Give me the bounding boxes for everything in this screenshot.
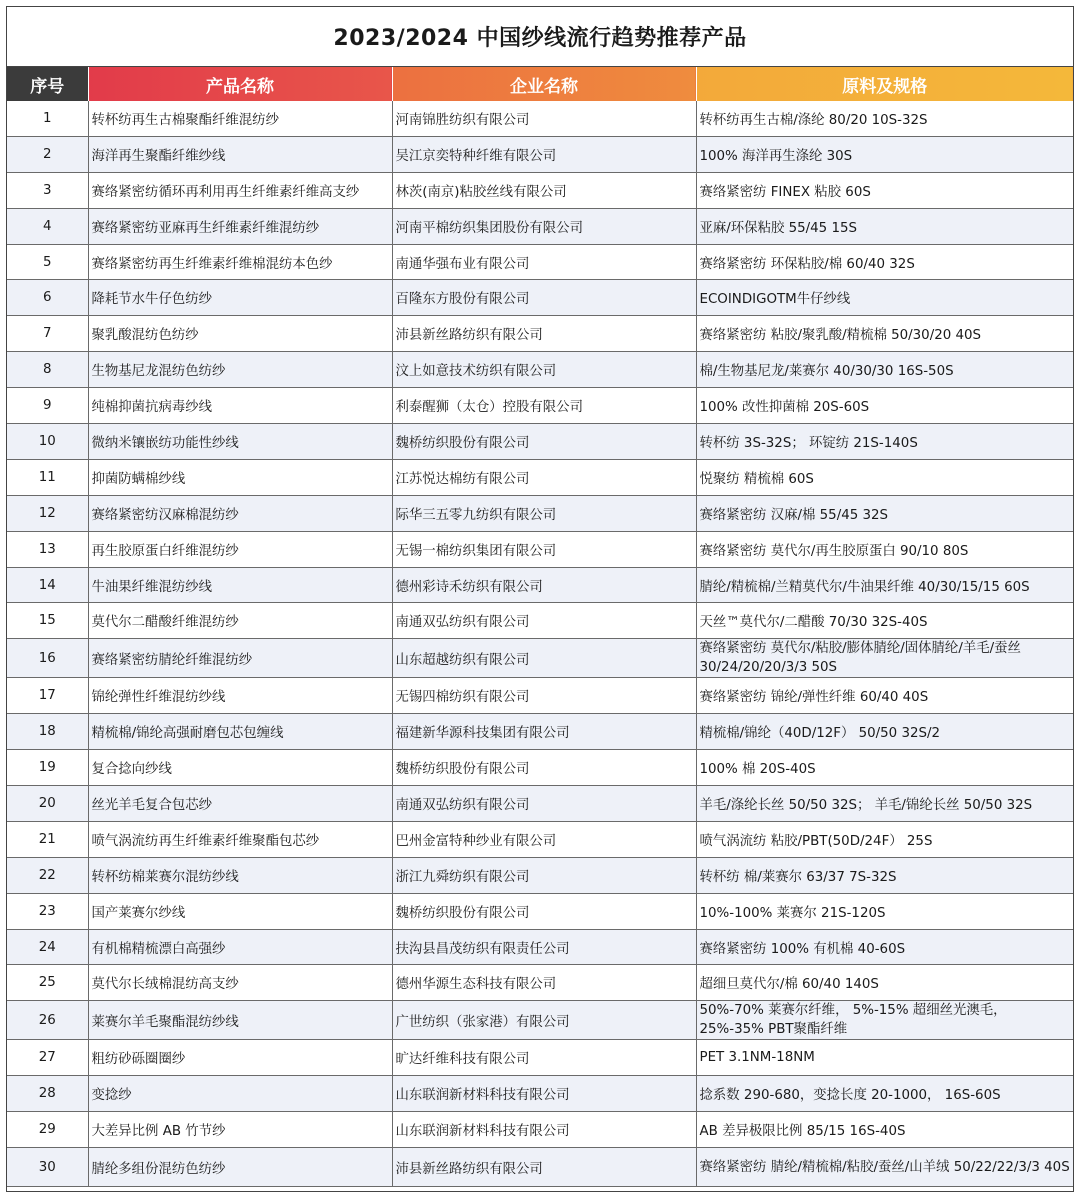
row-index: 16 <box>7 639 88 678</box>
row-index: 14 <box>7 567 88 603</box>
material-spec-cell: 赛络紧密纺 莫代尔/粘胶/膨体腈纶/固体腈纶/羊毛/蚕丝 30/24/20/20/3/3 50S <box>696 639 1073 678</box>
company-name-cell: 魏桥纺织股份有限公司 <box>392 424 696 460</box>
table-row <box>7 821 1073 857</box>
product-name-cell: 赛络紧密纺再生纤维素纤维棉混纺本色纱 <box>88 244 392 280</box>
row-index: 27 <box>7 1040 88 1076</box>
header-index: 序号 <box>7 67 88 101</box>
row-index: 15 <box>7 603 88 639</box>
company-name-cell: 际华三五零九纺织有限公司 <box>392 495 696 531</box>
company-name-cell: 山东联润新材料科技有限公司 <box>392 1112 696 1148</box>
material-spec-cell: 转杯纺 棉/莱赛尔 63/37 7S-32S <box>696 857 1073 893</box>
product-name-cell: 变捻纱 <box>88 1076 392 1112</box>
document-sheet <box>6 6 1074 1192</box>
table-header <box>7 67 1073 101</box>
product-name-cell: 赛络紧密纺循环再利用再生纤维素纤维高支纱 <box>88 172 392 208</box>
company-name-cell: 魏桥纺织股份有限公司 <box>392 750 696 786</box>
product-name-cell: 大差异比例 AB 竹节纱 <box>88 1112 392 1148</box>
material-spec-cell: 天丝™莫代尔/二醋酸 70/30 32S-40S <box>696 603 1073 639</box>
table-row <box>7 965 1073 1001</box>
company-name-cell: 德州彩诗禾纺织有限公司 <box>392 567 696 603</box>
table-row <box>7 678 1073 714</box>
company-name-cell: 浙江九舜纺织有限公司 <box>392 857 696 893</box>
row-index: 9 <box>7 388 88 424</box>
company-name-cell: 汶上如意技术纺织有限公司 <box>392 352 696 388</box>
table-row <box>7 603 1073 639</box>
company-name-cell: 江苏悦达棉纺有限公司 <box>392 459 696 495</box>
material-spec-cell: 100% 改性抑菌棉 20S-60S <box>696 388 1073 424</box>
table-row <box>7 567 1073 603</box>
header-company-name: 企业名称 <box>392 67 696 101</box>
row-index: 7 <box>7 316 88 352</box>
material-spec-cell: 精梳棉/锦纶（40D/12F） 50/50 32S/2 <box>696 714 1073 750</box>
row-index: 20 <box>7 786 88 822</box>
company-name-cell: 扶沟县昌茂纺织有限责任公司 <box>392 929 696 965</box>
table-row <box>7 1076 1073 1112</box>
company-name-cell: 河南平棉纺织集团股份有限公司 <box>392 208 696 244</box>
material-spec-cell: 赛络紧密纺 粘胶/聚乳酸/精梳棉 50/30/20 40S <box>696 316 1073 352</box>
product-name-cell: 精梳棉/锦纶高强耐磨包芯包缠线 <box>88 714 392 750</box>
company-name-cell: 山东联润新材料科技有限公司 <box>392 1076 696 1112</box>
material-spec-cell: 悦聚纺 精梳棉 60S <box>696 459 1073 495</box>
table-row <box>7 136 1073 172</box>
company-name-cell: 广世纺织（张家港）有限公司 <box>392 1001 696 1040</box>
company-name-cell: 德州华源生态科技有限公司 <box>392 965 696 1001</box>
table-row <box>7 101 1073 136</box>
material-spec-cell: 赛络紧密纺 锦纶/弹性纤维 60/40 40S <box>696 678 1073 714</box>
header-row <box>7 67 1073 101</box>
table-row <box>7 424 1073 460</box>
company-name-cell: 魏桥纺织股份有限公司 <box>392 893 696 929</box>
material-spec-cell: 转杯纺再生古棉/涤纶 80/20 10S-32S <box>696 101 1073 136</box>
table-row <box>7 459 1073 495</box>
row-index: 25 <box>7 965 88 1001</box>
company-name-cell: 百隆东方股份有限公司 <box>392 280 696 316</box>
table-row <box>7 531 1073 567</box>
material-spec-cell: 50%-70% 莱赛尔纤维， 5%-15% 超细丝光澳毛， 25%-35% PBT聚酯纤维 <box>696 1001 1073 1040</box>
company-name-cell: 南通双弘纺织有限公司 <box>392 603 696 639</box>
table-row <box>7 316 1073 352</box>
material-spec-cell: 羊毛/涤纶长丝 50/50 32S； 羊毛/锦纶长丝 50/50 32S <box>696 786 1073 822</box>
product-name-cell: 牛油果纤维混纺纱线 <box>88 567 392 603</box>
material-spec-cell: 棉/生物基尼龙/莱赛尔 40/30/30 16S-50S <box>696 352 1073 388</box>
product-name-cell: 赛络紧密纺汉麻棉混纺纱 <box>88 495 392 531</box>
material-spec-cell: PET 3.1NM-18NM <box>696 1040 1073 1076</box>
company-name-cell: 河南锦胜纺织有限公司 <box>392 101 696 136</box>
product-name-cell: 喷气涡流纺再生纤维素纤维聚酯包芯纱 <box>88 821 392 857</box>
table-row <box>7 1001 1073 1040</box>
row-index: 11 <box>7 459 88 495</box>
header-material-spec: 原料及规格 <box>696 67 1073 101</box>
company-name-cell: 吴江京奕特种纤维有限公司 <box>392 136 696 172</box>
material-spec-cell: 赛络紧密纺 腈纶/精梳棉/粘胶/蚕丝/山羊绒 50/22/22/3/3 40S <box>696 1148 1073 1187</box>
company-name-cell: 旷达纤维科技有限公司 <box>392 1040 696 1076</box>
company-name-cell: 利泰醒狮（太仓）控股有限公司 <box>392 388 696 424</box>
table-row <box>7 857 1073 893</box>
company-name-cell: 沛县新丝路纺织有限公司 <box>392 316 696 352</box>
product-name-cell: 复合捻向纱线 <box>88 750 392 786</box>
table-row <box>7 1112 1073 1148</box>
material-spec-cell: 100% 棉 20S-40S <box>696 750 1073 786</box>
table-row <box>7 929 1073 965</box>
material-spec-cell: 腈纶/精梳棉/兰精莫代尔/牛油果纤维 40/30/15/15 60S <box>696 567 1073 603</box>
product-name-cell: 莫代尔长绒棉混纺高支纱 <box>88 965 392 1001</box>
table-row <box>7 750 1073 786</box>
company-name-cell: 南通双弘纺织有限公司 <box>392 786 696 822</box>
header-product-name: 产品名称 <box>88 67 392 101</box>
row-index: 3 <box>7 172 88 208</box>
table-row <box>7 172 1073 208</box>
product-name-cell: 粗纺砂砾圈圈纱 <box>88 1040 392 1076</box>
product-name-cell: 转杯纺棉莱赛尔混纺纱线 <box>88 857 392 893</box>
company-name-cell: 无锡四棉纺织有限公司 <box>392 678 696 714</box>
material-spec-cell: 10%-100% 莱赛尔 21S-120S <box>696 893 1073 929</box>
product-name-cell: 转杯纺再生古棉聚酯纤维混纺纱 <box>88 101 392 136</box>
page-title: 2023/2024 中国纱线流行趋势推荐产品 <box>7 7 1073 67</box>
material-spec-cell: 100% 海洋再生涤纶 30S <box>696 136 1073 172</box>
row-index: 30 <box>7 1148 88 1187</box>
table-row <box>7 1148 1073 1187</box>
product-name-cell: 抑菌防螨棉纱线 <box>88 459 392 495</box>
table-row <box>7 352 1073 388</box>
product-name-cell: 纯棉抑菌抗病毒纱线 <box>88 388 392 424</box>
row-index: 22 <box>7 857 88 893</box>
row-index: 17 <box>7 678 88 714</box>
product-name-cell: 海洋再生聚酯纤维纱线 <box>88 136 392 172</box>
material-spec-cell: 赛络紧密纺 汉麻/棉 55/45 32S <box>696 495 1073 531</box>
product-name-cell: 丝光羊毛复合包芯纱 <box>88 786 392 822</box>
row-index: 26 <box>7 1001 88 1040</box>
material-spec-cell: AB 差异极限比例 85/15 16S-40S <box>696 1112 1073 1148</box>
product-table <box>7 67 1073 1187</box>
table-row <box>7 388 1073 424</box>
product-name-cell: 再生胶原蛋白纤维混纺纱 <box>88 531 392 567</box>
material-spec-cell: ECOINDIGOTM牛仔纱线 <box>696 280 1073 316</box>
product-name-cell: 莫代尔二醋酸纤维混纺纱 <box>88 603 392 639</box>
row-index: 21 <box>7 821 88 857</box>
material-spec-cell: 捻系数 290-680，变捻长度 20-1000， 16S-60S <box>696 1076 1073 1112</box>
table-row <box>7 1040 1073 1076</box>
row-index: 2 <box>7 136 88 172</box>
product-name-cell: 锦纶弹性纤维混纺纱线 <box>88 678 392 714</box>
table-row <box>7 495 1073 531</box>
row-index: 1 <box>7 101 88 136</box>
material-spec-cell: 赛络紧密纺 环保粘胶/棉 60/40 32S <box>696 244 1073 280</box>
row-index: 10 <box>7 424 88 460</box>
product-name-cell: 生物基尼龙混纺色纺纱 <box>88 352 392 388</box>
row-index: 5 <box>7 244 88 280</box>
row-index: 23 <box>7 893 88 929</box>
table-row <box>7 786 1073 822</box>
row-index: 4 <box>7 208 88 244</box>
row-index: 12 <box>7 495 88 531</box>
row-index: 18 <box>7 714 88 750</box>
material-spec-cell: 转杯纺 3S-32S； 环锭纺 21S-140S <box>696 424 1073 460</box>
company-name-cell: 巴州金富特种纱业有限公司 <box>392 821 696 857</box>
table-row <box>7 280 1073 316</box>
row-index: 28 <box>7 1076 88 1112</box>
product-name-cell: 国产莱赛尔纱线 <box>88 893 392 929</box>
product-name-cell: 有机棉精梳漂白高强纱 <box>88 929 392 965</box>
row-index: 8 <box>7 352 88 388</box>
product-name-cell: 赛络紧密纺腈纶纤维混纺纱 <box>88 639 392 678</box>
table-row <box>7 714 1073 750</box>
material-spec-cell: 赛络紧密纺 FINEX 粘胶 60S <box>696 172 1073 208</box>
product-name-cell: 微纳米镶嵌纺功能性纱线 <box>88 424 392 460</box>
row-index: 24 <box>7 929 88 965</box>
product-name-cell: 聚乳酸混纺色纺纱 <box>88 316 392 352</box>
table-row <box>7 244 1073 280</box>
product-name-cell: 赛络紧密纺亚麻再生纤维素纤维混纺纱 <box>88 208 392 244</box>
company-name-cell: 福建新华源科技集团有限公司 <box>392 714 696 750</box>
company-name-cell: 林茨(南京)粘胶丝线有限公司 <box>392 172 696 208</box>
row-index: 6 <box>7 280 88 316</box>
material-spec-cell: 喷气涡流纺 粘胶/PBT(50D/24F） 25S <box>696 821 1073 857</box>
table-row <box>7 639 1073 678</box>
row-index: 13 <box>7 531 88 567</box>
table-body <box>7 101 1073 1187</box>
row-index: 29 <box>7 1112 88 1148</box>
material-spec-cell: 超细旦莫代尔/棉 60/40 140S <box>696 965 1073 1001</box>
company-name-cell: 山东超越纺织有限公司 <box>392 639 696 678</box>
table-row <box>7 208 1073 244</box>
company-name-cell: 沛县新丝路纺织有限公司 <box>392 1148 696 1187</box>
product-name-cell: 降耗节水牛仔色纺纱 <box>88 280 392 316</box>
material-spec-cell: 赛络紧密纺 100% 有机棉 40-60S <box>696 929 1073 965</box>
material-spec-cell: 赛络紧密纺 莫代尔/再生胶原蛋白 90/10 80S <box>696 531 1073 567</box>
material-spec-cell: 亚麻/环保粘胶 55/45 15S <box>696 208 1073 244</box>
company-name-cell: 南通华强布业有限公司 <box>392 244 696 280</box>
row-index: 19 <box>7 750 88 786</box>
product-name-cell: 腈纶多组份混纺色纺纱 <box>88 1148 392 1187</box>
company-name-cell: 无锡一棉纺织集团有限公司 <box>392 531 696 567</box>
table-row <box>7 893 1073 929</box>
product-name-cell: 莱赛尔羊毛聚酯混纺纱线 <box>88 1001 392 1040</box>
